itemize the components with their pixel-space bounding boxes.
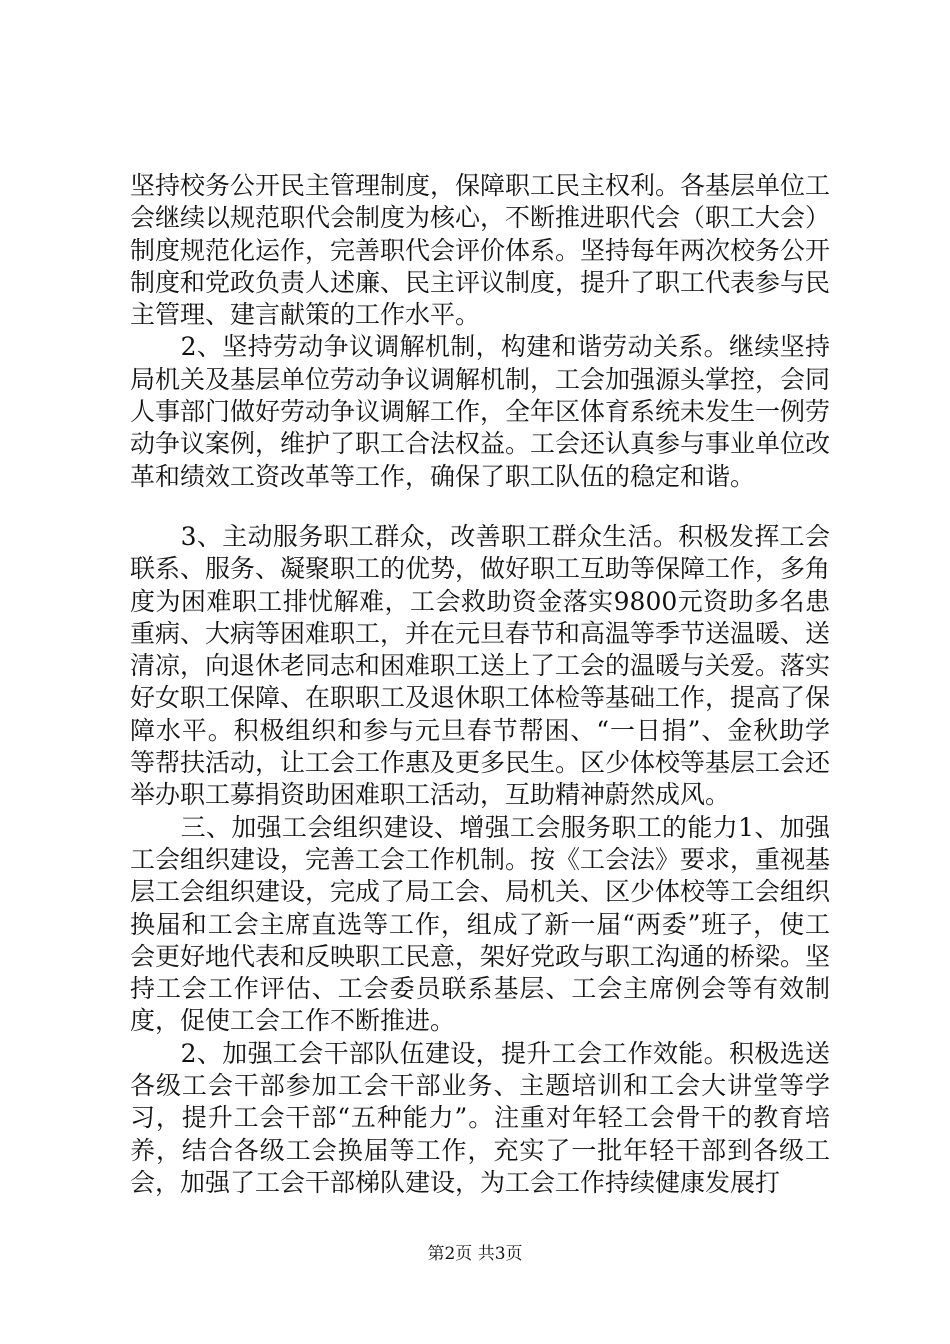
paragraph-labor-dispute: 2、坚持劳动争议调解机制，构建和谐劳动关系。继续坚持局机关及基层单位劳动争议调解机制，工会加强源头掌控，会同人事部门做好劳动争议调解工作，全年区体育系统未发生一例劳动争议案例，维护了职工合法权益。工会还认真参与事业单位改革和绩效工资改革等工作，确保了职工队伍的稳定和谐。 [130, 332, 831, 491]
document-body [130, 170, 830, 1199]
paragraph-organization-building: 三、加强工会组织建设、增强工会服务职工的能力1、加强工会组织建设，完善工会工作机制。按《工会法》要求，重视基层工会组织建设，完成了局工会、局机关、区少体校等工会组织换届和工会主席直选等工作，组成了新一届“两委”班子，使工会更好地代表和反映职工民意，架好党政与职工沟通的桥梁。坚持工会工作评估、工会委员联系基层、工会主席例会等有效制度，促使工会工作不断推进。 [130, 812, 831, 1036]
paragraph-cadre-team: 2、加强工会干部队伍建设，提升工会工作效能。积极选送各级工会干部参加工会干部业务、主题培训和工会大讲堂等学习，提升工会干部“五种能力”。注重对年轻工会骨干的教育培养，结合各级工会换届等工作，充实了一批年轻干部到各级工会，加强了工会干部梯队建设，为工会工作持续健康发展打 [130, 1038, 830, 1197]
paragraph-democratic-management: 坚持校务公开民主管理制度，保障职工民主权利。各基层单位工会继续以规范职代会制度为核心，不断推进职代会（职工大会）制度规范化运作，完善职代会评价体系。坚持每年两次校务公开制度和党政负责人述廉、民主评议制度，提升了职工代表参与民主管理、建言献策的工作水平。 [130, 171, 831, 330]
page-number-footer: 第2页 共3页 [427, 1244, 523, 1264]
paragraph-serve-workers: 3、主动服务职工群众，改善职工群众生活。积极发挥工会联系、服务、凝聚职工的优势，做好职工互助等保障工作，多角度为困难职工排忧解难，工会救助资金落实9800元资助多名患重病、大病等困难职工，并在元旦春节和高温等季节送温暖、送清凉，向退休老同志和困难职工送上了工会的温暖与关爱。落实好女职工保障、在职职工及退休职工体检等基础工作，提高了保障水平。积极组织和参与元旦春节帮困、“一日捐”、金秋助学等帮扶活动，让工会工作惠及更多民生。区少体校等基层工会还举办职工募捐资助困难职工活动，互助精神蔚然成风。 [130, 521, 831, 810]
